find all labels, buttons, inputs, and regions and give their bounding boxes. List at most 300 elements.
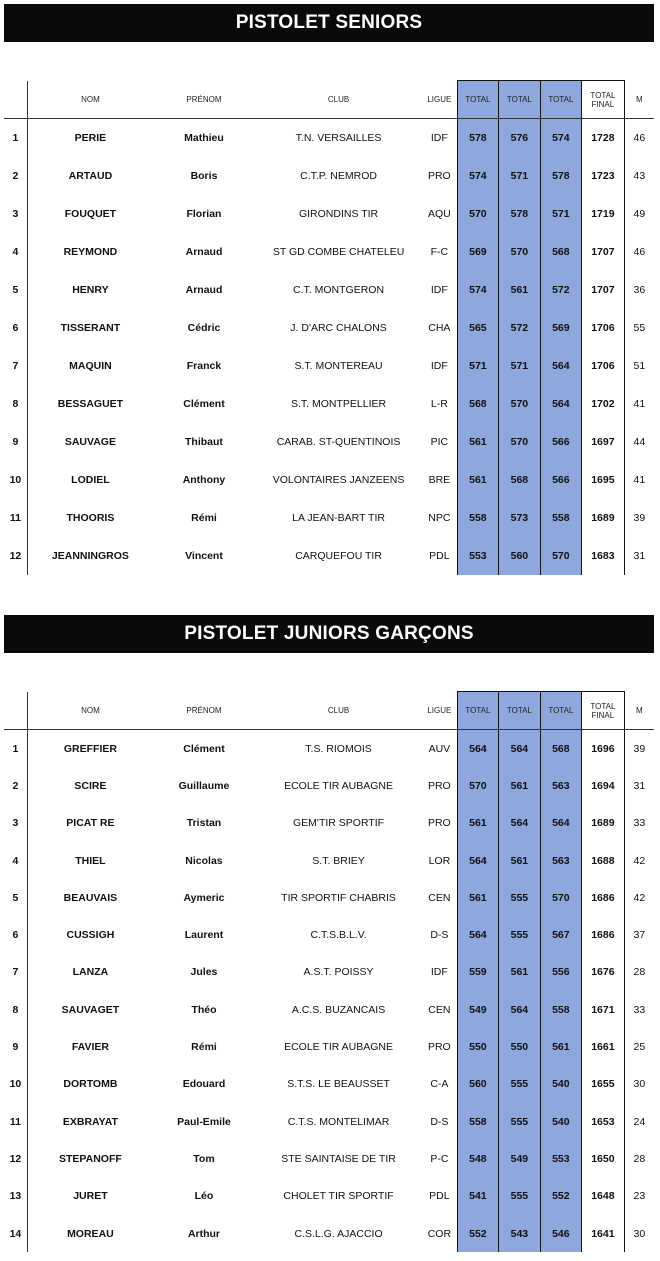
club-cell: CARAB. ST-QUENTINOIS bbox=[276, 436, 401, 448]
ligue-cell: AQU bbox=[427, 208, 451, 220]
total-3-cell: 569 bbox=[540, 309, 581, 347]
ligue-cell: PRO bbox=[427, 779, 451, 792]
total-1-cell: 549 bbox=[457, 991, 498, 1028]
prenom-cell: Florian bbox=[186, 208, 222, 220]
m-cell: 49 bbox=[633, 208, 646, 220]
total-final-header: TOTAL FINAL bbox=[582, 692, 625, 730]
club-cell: T.S. RIOMOIS bbox=[305, 742, 372, 755]
prenom-cell: Vincent bbox=[185, 550, 223, 562]
rank-cell: 7 bbox=[4, 347, 27, 385]
rank-cell: 12 bbox=[4, 1140, 27, 1177]
table-row bbox=[4, 916, 654, 953]
rank-cell: 3 bbox=[4, 805, 27, 842]
prenom-cell: Guillaume bbox=[178, 779, 230, 792]
ligue-cell: L-R bbox=[430, 398, 448, 410]
m-cell: 25 bbox=[633, 1041, 646, 1054]
nom-cell: MOREAU bbox=[67, 1227, 114, 1240]
total-3-cell: 567 bbox=[540, 916, 581, 953]
table-row bbox=[4, 423, 654, 461]
total-1-cell: 565 bbox=[457, 309, 498, 347]
prenom-cell: Laurent bbox=[184, 929, 224, 942]
total-final-cell: 1650 bbox=[582, 1140, 625, 1177]
nom-cell: PICAT RE bbox=[66, 817, 115, 830]
ligue-cell: C-A bbox=[430, 1078, 449, 1091]
prenom-cell: Boris bbox=[190, 170, 218, 182]
prenom-cell: Léo bbox=[194, 1190, 214, 1203]
nom-cell: JEANNINGROS bbox=[51, 550, 129, 562]
prenom-cell: Tom bbox=[193, 1152, 215, 1165]
table-row bbox=[4, 730, 654, 768]
prenom-cell: Nicolas bbox=[185, 854, 223, 867]
total-3-cell: 566 bbox=[540, 423, 581, 461]
table-row bbox=[4, 1103, 654, 1140]
total-1-cell: 553 bbox=[457, 537, 498, 575]
total-final-cell: 1707 bbox=[582, 271, 625, 309]
m-cell: 51 bbox=[633, 360, 646, 372]
rank-header bbox=[4, 692, 27, 730]
rank-cell: 1 bbox=[4, 730, 27, 768]
nom-cell: SAUVAGET bbox=[61, 1003, 120, 1016]
nom-cell: GREFFIER bbox=[63, 742, 117, 755]
total-final-cell: 1728 bbox=[582, 119, 625, 158]
total-3-cell: 564 bbox=[540, 385, 581, 423]
rank-cell: 4 bbox=[4, 233, 27, 271]
rank-cell: 7 bbox=[4, 954, 27, 991]
nom-cell: CUSSIGH bbox=[66, 929, 115, 942]
total-3-header: TOTAL bbox=[540, 692, 581, 730]
table-row bbox=[4, 271, 654, 309]
total-3-cell: 570 bbox=[540, 879, 581, 916]
total-1-header: TOTAL bbox=[457, 81, 498, 119]
rank-cell: 10 bbox=[4, 1066, 27, 1103]
total-2-cell: 570 bbox=[499, 233, 540, 271]
total-final-cell: 1719 bbox=[582, 195, 625, 233]
table-row bbox=[4, 347, 654, 385]
prenom-header: PRÉNOM bbox=[153, 81, 255, 119]
ligue-cell: IDF bbox=[430, 132, 448, 144]
table-row bbox=[4, 767, 654, 804]
m-cell: 30 bbox=[633, 1227, 646, 1240]
table-row bbox=[4, 233, 654, 271]
m-cell: 30 bbox=[633, 1078, 646, 1091]
club-cell: GEM'TIR SPORTIF bbox=[293, 817, 385, 830]
ligue-cell: PRO bbox=[427, 817, 451, 830]
total-3-cell: 568 bbox=[540, 730, 581, 768]
prenom-cell: Mathieu bbox=[184, 132, 224, 144]
nom-cell: MAQUIN bbox=[69, 360, 112, 372]
table-row bbox=[4, 1140, 654, 1177]
total-final-cell: 1688 bbox=[582, 842, 625, 879]
rank-cell: 11 bbox=[4, 499, 27, 537]
club-cell: C.T.P. NEMROD bbox=[300, 170, 377, 182]
prenom-cell: Arnaud bbox=[185, 284, 223, 296]
ligue-cell: NPC bbox=[428, 512, 451, 524]
total-1-cell: 564 bbox=[457, 730, 498, 768]
club-cell: S.T.S. LE BEAUSSET bbox=[287, 1078, 390, 1091]
total-1-cell: 574 bbox=[457, 157, 498, 195]
total-2-cell: 555 bbox=[499, 1103, 540, 1140]
table-row bbox=[4, 991, 654, 1028]
club-header: CLUB bbox=[255, 692, 422, 730]
total-3-cell: 556 bbox=[540, 954, 581, 991]
total-final-cell: 1702 bbox=[582, 385, 625, 423]
total-2-cell: 568 bbox=[499, 461, 540, 499]
m-cell: 36 bbox=[633, 284, 646, 296]
total-3-cell: 553 bbox=[540, 1140, 581, 1177]
club-cell: CHOLET TIR SPORTIF bbox=[283, 1190, 394, 1203]
total-1-cell: 561 bbox=[457, 461, 498, 499]
total-final-cell: 1676 bbox=[582, 954, 625, 991]
total-1-cell: 561 bbox=[457, 805, 498, 842]
total-2-cell: 555 bbox=[499, 879, 540, 916]
club-cell: A.S.T. POISSY bbox=[303, 966, 374, 979]
prenom-cell: Arnaud bbox=[185, 246, 223, 258]
total-1-cell: 578 bbox=[457, 119, 498, 158]
total-1-cell: 552 bbox=[457, 1215, 498, 1252]
total-3-cell: 578 bbox=[540, 157, 581, 195]
m-cell: 31 bbox=[633, 550, 646, 562]
club-cell: C.T.S. MONTELIMAR bbox=[287, 1115, 390, 1128]
total-2-cell: 564 bbox=[499, 991, 540, 1028]
total-1-cell: 570 bbox=[457, 767, 498, 804]
total-final-cell: 1686 bbox=[582, 916, 625, 953]
rank-cell: 6 bbox=[4, 309, 27, 347]
ligue-header: LIGUE bbox=[422, 692, 457, 730]
total-1-cell: 550 bbox=[457, 1028, 498, 1065]
total-2-cell: 571 bbox=[499, 347, 540, 385]
ligue-cell: D-S bbox=[430, 1115, 449, 1128]
total-final-cell: 1689 bbox=[582, 805, 625, 842]
total-final-cell: 1641 bbox=[582, 1215, 625, 1252]
nom-cell: BEAUVAIS bbox=[63, 891, 118, 904]
club-cell: ECOLE TIR AUBAGNE bbox=[284, 779, 394, 792]
total-2-cell: 570 bbox=[499, 385, 540, 423]
prenom-cell: Cédric bbox=[187, 322, 221, 334]
nom-cell: LANZA bbox=[72, 966, 109, 979]
table-row bbox=[4, 842, 654, 879]
m-cell: 28 bbox=[633, 966, 646, 979]
nom-cell: FAVIER bbox=[71, 1041, 109, 1054]
prenom-cell: Anthony bbox=[182, 474, 226, 486]
m-cell: 33 bbox=[633, 1003, 646, 1016]
rank-cell: 9 bbox=[4, 1028, 27, 1065]
total-3-cell: 563 bbox=[540, 842, 581, 879]
total-final-cell: 1653 bbox=[582, 1103, 625, 1140]
ligue-cell: AUV bbox=[428, 742, 451, 755]
total-1-cell: 561 bbox=[457, 879, 498, 916]
total-2-header: TOTAL bbox=[499, 81, 540, 119]
ligue-cell: IDF bbox=[430, 284, 448, 296]
juniors-title-bar bbox=[4, 615, 654, 653]
total-final-cell: 1706 bbox=[582, 309, 625, 347]
nom-header: NOM bbox=[27, 692, 153, 730]
table-header-row bbox=[4, 692, 654, 730]
ligue-cell: IDF bbox=[430, 360, 448, 372]
ligue-cell: CEN bbox=[428, 891, 451, 904]
rank-cell: 11 bbox=[4, 1103, 27, 1140]
total-2-cell: 561 bbox=[499, 271, 540, 309]
nom-cell: TISSERANT bbox=[60, 322, 121, 334]
rank-cell: 13 bbox=[4, 1178, 27, 1215]
club-cell: CARQUEFOU TIR bbox=[295, 550, 382, 562]
club-cell: LA JEAN-BART TIR bbox=[292, 512, 385, 524]
ligue-cell: LOR bbox=[428, 854, 451, 867]
total-1-cell: 561 bbox=[457, 423, 498, 461]
club-cell: A.C.S. BUZANCAIS bbox=[291, 1003, 386, 1016]
total-2-cell: 543 bbox=[499, 1215, 540, 1252]
prenom-cell: Jules bbox=[190, 966, 218, 979]
table-header-row bbox=[4, 81, 654, 119]
rank-cell: 2 bbox=[4, 767, 27, 804]
table-row bbox=[4, 385, 654, 423]
nom-cell: FOUQUET bbox=[64, 208, 117, 220]
total-3-cell: 552 bbox=[540, 1178, 581, 1215]
total-final-cell: 1689 bbox=[582, 499, 625, 537]
rank-cell: 3 bbox=[4, 195, 27, 233]
total-3-cell: 558 bbox=[540, 991, 581, 1028]
table-row bbox=[4, 1066, 654, 1103]
rank-cell: 8 bbox=[4, 385, 27, 423]
nom-cell: STEPANOFF bbox=[59, 1152, 122, 1165]
total-final-cell: 1695 bbox=[582, 461, 625, 499]
nom-cell: PERIE bbox=[74, 132, 107, 144]
m-cell: 28 bbox=[633, 1152, 646, 1165]
m-cell: 55 bbox=[633, 322, 646, 334]
total-2-cell: 555 bbox=[499, 1066, 540, 1103]
total-final-cell: 1648 bbox=[582, 1178, 625, 1215]
prenom-header: PRÉNOM bbox=[153, 692, 255, 730]
club-cell: GIRONDINS TIR bbox=[298, 208, 379, 220]
table-row bbox=[4, 195, 654, 233]
nom-cell: LODIEL bbox=[71, 474, 110, 486]
table-row bbox=[4, 805, 654, 842]
prenom-cell: Clément bbox=[183, 398, 225, 410]
total-3-cell: 566 bbox=[540, 461, 581, 499]
ligue-cell: CHA bbox=[428, 322, 451, 334]
club-cell: C.S.L.G. AJACCIO bbox=[294, 1227, 383, 1240]
nom-header: NOM bbox=[27, 81, 153, 119]
prenom-cell: Paul-Emile bbox=[177, 1115, 231, 1128]
ligue-cell: F-C bbox=[430, 246, 449, 258]
ligue-cell: PRO bbox=[427, 170, 451, 182]
total-2-cell: 572 bbox=[499, 309, 540, 347]
club-cell: C.T. MONTGERON bbox=[293, 284, 385, 296]
ligue-header: LIGUE bbox=[422, 81, 457, 119]
m-cell: 39 bbox=[633, 512, 646, 524]
total-3-cell: 540 bbox=[540, 1066, 581, 1103]
nom-cell: BESSAGUET bbox=[57, 398, 124, 410]
total-2-cell: 555 bbox=[499, 1178, 540, 1215]
total-1-cell: 568 bbox=[457, 385, 498, 423]
total-2-cell: 549 bbox=[499, 1140, 540, 1177]
total-3-cell: 568 bbox=[540, 233, 581, 271]
prenom-cell: Clément bbox=[183, 742, 225, 755]
table-row bbox=[4, 157, 654, 195]
total-final-cell: 1671 bbox=[582, 991, 625, 1028]
prenom-cell: Rémi bbox=[191, 1041, 217, 1054]
m-header: M bbox=[624, 692, 654, 730]
club-cell: ECOLE TIR AUBAGNE bbox=[284, 1041, 394, 1054]
rank-cell: 5 bbox=[4, 879, 27, 916]
rank-cell: 8 bbox=[4, 991, 27, 1028]
table-row bbox=[4, 1028, 654, 1065]
table-row bbox=[4, 537, 654, 575]
table-row bbox=[4, 954, 654, 991]
m-header: M bbox=[624, 81, 654, 119]
rank-cell: 12 bbox=[4, 537, 27, 575]
total-3-cell: 540 bbox=[540, 1103, 581, 1140]
club-cell: ST GD COMBE CHATELEU bbox=[272, 246, 405, 258]
table-row bbox=[4, 499, 654, 537]
total-final-cell: 1723 bbox=[582, 157, 625, 195]
nom-cell: REYMOND bbox=[63, 246, 118, 258]
table-row bbox=[4, 309, 654, 347]
total-1-cell: 570 bbox=[457, 195, 498, 233]
seniors-title-bar bbox=[4, 4, 654, 42]
m-cell: 41 bbox=[633, 398, 646, 410]
total-final-cell: 1661 bbox=[582, 1028, 625, 1065]
total-2-cell: 564 bbox=[499, 730, 540, 768]
total-final-cell: 1655 bbox=[582, 1066, 625, 1103]
ligue-cell: PIC bbox=[430, 436, 449, 448]
club-cell: S.T. MONTEREAU bbox=[294, 360, 383, 372]
rank-cell: 14 bbox=[4, 1215, 27, 1252]
rank-cell: 6 bbox=[4, 916, 27, 953]
rank-cell: 9 bbox=[4, 423, 27, 461]
ligue-cell: P-C bbox=[430, 1152, 449, 1165]
nom-cell: THIEL bbox=[75, 854, 106, 867]
nom-cell: SCIRE bbox=[74, 779, 107, 792]
nom-cell: DORTOMB bbox=[63, 1078, 118, 1091]
nom-cell: EXBRAYAT bbox=[62, 1115, 118, 1128]
seniors-title: PISTOLET SENIORS bbox=[235, 12, 423, 33]
ligue-cell: CEN bbox=[428, 1003, 451, 1016]
total-final-cell: 1686 bbox=[582, 879, 625, 916]
m-cell: 31 bbox=[633, 779, 646, 792]
total-3-cell: 563 bbox=[540, 767, 581, 804]
club-cell: TIR SPORTIF CHABRIS bbox=[281, 891, 396, 904]
total-2-header: TOTAL bbox=[499, 692, 540, 730]
club-cell: T.N. VERSAILLES bbox=[295, 132, 382, 144]
ligue-cell: PRO bbox=[427, 1041, 451, 1054]
total-1-cell: 558 bbox=[457, 499, 498, 537]
total-1-cell: 559 bbox=[457, 954, 498, 991]
rank-cell: 10 bbox=[4, 461, 27, 499]
total-1-header: TOTAL bbox=[457, 692, 498, 730]
total-1-cell: 564 bbox=[457, 842, 498, 879]
total-2-cell: 555 bbox=[499, 916, 540, 953]
rank-cell: 1 bbox=[4, 119, 27, 158]
rank-cell: 4 bbox=[4, 842, 27, 879]
total-3-cell: 574 bbox=[540, 119, 581, 158]
total-final-cell: 1706 bbox=[582, 347, 625, 385]
prenom-cell: Edouard bbox=[182, 1078, 226, 1091]
nom-cell: THOORIS bbox=[66, 512, 115, 524]
total-final-cell: 1707 bbox=[582, 233, 625, 271]
total-1-cell: 564 bbox=[457, 916, 498, 953]
total-2-cell: 564 bbox=[499, 805, 540, 842]
total-1-cell: 560 bbox=[457, 1066, 498, 1103]
rank-header bbox=[4, 81, 27, 119]
m-cell: 23 bbox=[633, 1190, 646, 1203]
m-cell: 43 bbox=[633, 170, 646, 182]
total-1-cell: 541 bbox=[457, 1178, 498, 1215]
m-cell: 44 bbox=[633, 436, 646, 448]
total-2-cell: 550 bbox=[499, 1028, 540, 1065]
total-2-cell: 576 bbox=[499, 119, 540, 158]
prenom-cell: Aymeric bbox=[183, 891, 225, 904]
nom-cell: ARTAUD bbox=[68, 170, 113, 182]
club-cell: S.T. MONTPELLIER bbox=[291, 398, 387, 410]
club-header: CLUB bbox=[255, 81, 422, 119]
total-3-cell: 571 bbox=[540, 195, 581, 233]
ligue-cell: BRE bbox=[428, 474, 451, 486]
total-2-cell: 561 bbox=[499, 767, 540, 804]
total-final-cell: 1694 bbox=[582, 767, 625, 804]
nom-cell: SAUVAGE bbox=[64, 436, 116, 448]
juniors-results-table bbox=[4, 691, 654, 1252]
club-cell: S.T. BRIEY bbox=[312, 854, 365, 867]
prenom-cell: Arthur bbox=[187, 1227, 221, 1240]
total-3-cell: 564 bbox=[540, 347, 581, 385]
total-2-cell: 570 bbox=[499, 423, 540, 461]
club-cell: J. D'ARC CHALONS bbox=[290, 322, 387, 334]
juniors-title: PISTOLET JUNIORS GARÇONS bbox=[184, 623, 474, 644]
total-2-cell: 561 bbox=[499, 842, 540, 879]
m-cell: 42 bbox=[633, 891, 646, 904]
total-1-cell: 571 bbox=[457, 347, 498, 385]
total-3-cell: 546 bbox=[540, 1215, 581, 1252]
nom-cell: JURET bbox=[73, 1190, 108, 1203]
total-1-cell: 558 bbox=[457, 1103, 498, 1140]
ligue-cell: PDL bbox=[429, 550, 450, 562]
prenom-cell: Rémi bbox=[191, 512, 217, 524]
seniors-results-table bbox=[4, 80, 654, 575]
total-3-cell: 572 bbox=[540, 271, 581, 309]
prenom-cell: Thibaut bbox=[185, 436, 223, 448]
m-cell: 41 bbox=[633, 474, 646, 486]
total-final-cell: 1683 bbox=[582, 537, 625, 575]
club-cell: VOLONTAIRES JANZEENS bbox=[272, 474, 405, 486]
ligue-cell: PDL bbox=[429, 1190, 450, 1203]
table-row bbox=[4, 879, 654, 916]
total-1-cell: 548 bbox=[457, 1140, 498, 1177]
total-3-cell: 570 bbox=[540, 537, 581, 575]
total-3-cell: 564 bbox=[540, 805, 581, 842]
club-cell: C.T.S.B.L.V. bbox=[310, 929, 367, 942]
total-3-header: TOTAL bbox=[540, 81, 581, 119]
prenom-cell: Théo bbox=[191, 1003, 217, 1016]
total-2-cell: 571 bbox=[499, 157, 540, 195]
ligue-cell: COR bbox=[427, 1227, 452, 1240]
rank-cell: 5 bbox=[4, 271, 27, 309]
total-3-cell: 561 bbox=[540, 1028, 581, 1065]
total-1-cell: 574 bbox=[457, 271, 498, 309]
nom-cell: HENRY bbox=[72, 284, 109, 296]
prenom-cell: Franck bbox=[186, 360, 222, 372]
total-final-cell: 1697 bbox=[582, 423, 625, 461]
total-2-cell: 573 bbox=[499, 499, 540, 537]
table-row bbox=[4, 461, 654, 499]
club-cell: STE SAINTAISE DE TIR bbox=[281, 1152, 396, 1165]
total-2-cell: 561 bbox=[499, 954, 540, 991]
m-cell: 39 bbox=[633, 742, 646, 755]
total-2-cell: 578 bbox=[499, 195, 540, 233]
rank-cell: 2 bbox=[4, 157, 27, 195]
total-1-cell: 569 bbox=[457, 233, 498, 271]
m-cell: 37 bbox=[633, 929, 646, 942]
table-row bbox=[4, 119, 654, 158]
